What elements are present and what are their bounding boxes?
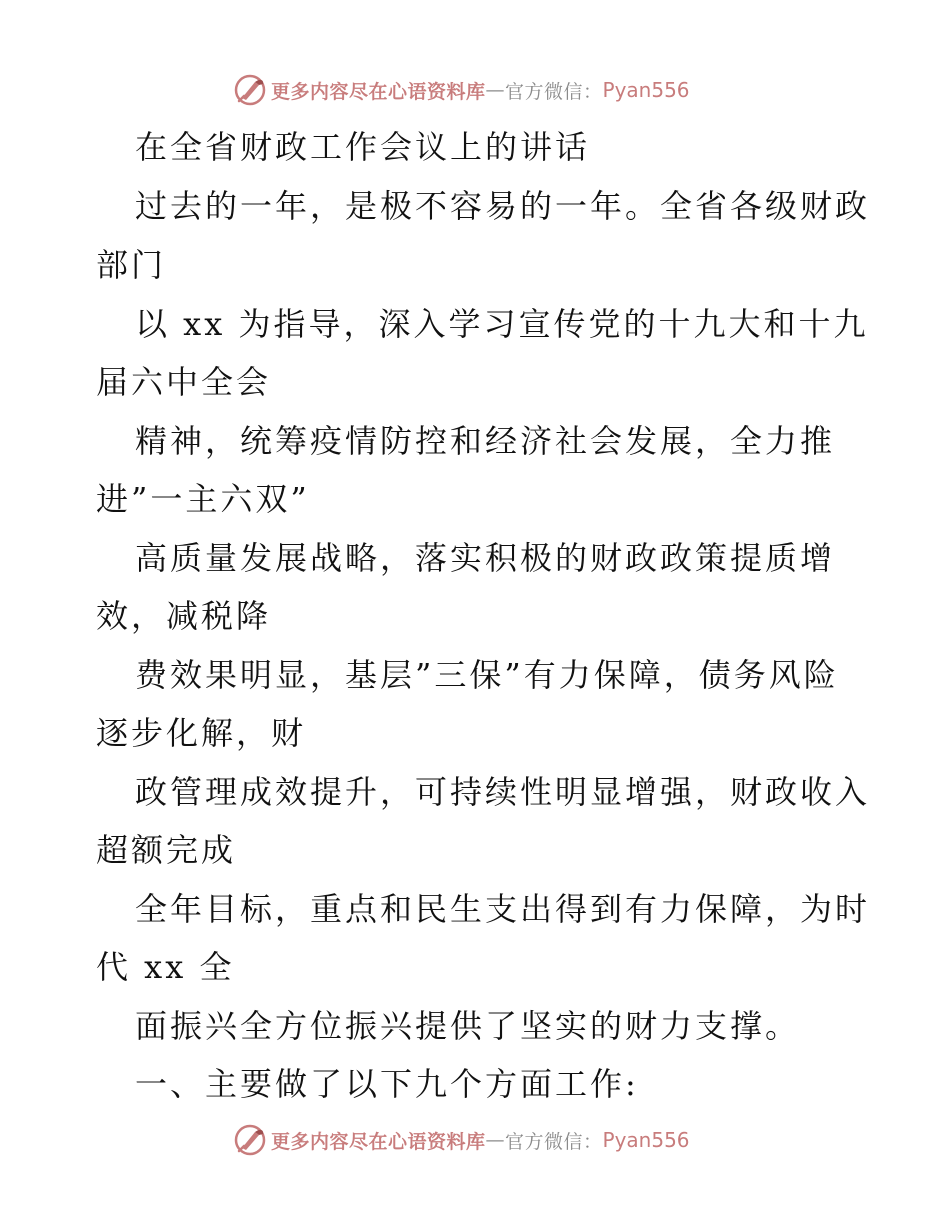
body-line: 部门: [96, 246, 167, 284]
body-line: 过去的一年，是极不容易的一年。全省各级财政: [135, 187, 871, 225]
watermark-site-text: 更多内容尽在心语资料库: [271, 1130, 486, 1153]
body-line: 效，减税降: [96, 597, 272, 635]
watermark-separator: —: [485, 1129, 506, 1151]
body-line: 高质量发展战略，落实积极的财政政策提质增: [135, 539, 836, 577]
watermark-site-text: 更多内容尽在心语资料库: [271, 80, 486, 103]
body-line: 以 xx 为指导，深入学习宣传党的十九大和十九: [135, 305, 869, 343]
body-line: 逐步化解，财: [96, 714, 307, 752]
body-line: 一、主要做了以下九个方面工作:: [135, 1065, 639, 1103]
header-watermark: [233, 72, 690, 108]
body-line: 代 xx 全: [96, 948, 235, 986]
footer-watermark: [233, 1122, 690, 1158]
body-line: 进”一主六双”: [96, 480, 310, 518]
watermark-separator: —: [485, 79, 506, 101]
body-line: 届六中全会: [96, 363, 272, 401]
body-line: 费效果明显，基层”三保”有力保障，债务风险: [135, 656, 839, 694]
watermark-official-text: 官方微信：: [505, 80, 603, 103]
document-title: 在全省财政工作会议上的讲话: [135, 128, 591, 166]
body-line: 政管理成效提升，可持续性明显增强，财政收入: [135, 773, 871, 811]
body-line: 精神，统筹疫情防控和经济社会发展，全力推: [135, 422, 836, 460]
watermark-official-text: 官方微信：: [505, 1130, 603, 1153]
watermark-wechat-id: Pyan556: [602, 78, 690, 102]
watermark-wechat-id: Pyan556: [602, 1128, 690, 1152]
body-line: 全年目标，重点和民生支出得到有力保障，为时: [135, 890, 871, 928]
body-line: 面振兴全方位振兴提供了坚实的财力支撑。: [135, 1007, 801, 1045]
body-line: 超额完成: [96, 831, 237, 869]
quill-pen-logo-icon: [233, 73, 267, 107]
quill-pen-logo-icon: [233, 1123, 267, 1157]
